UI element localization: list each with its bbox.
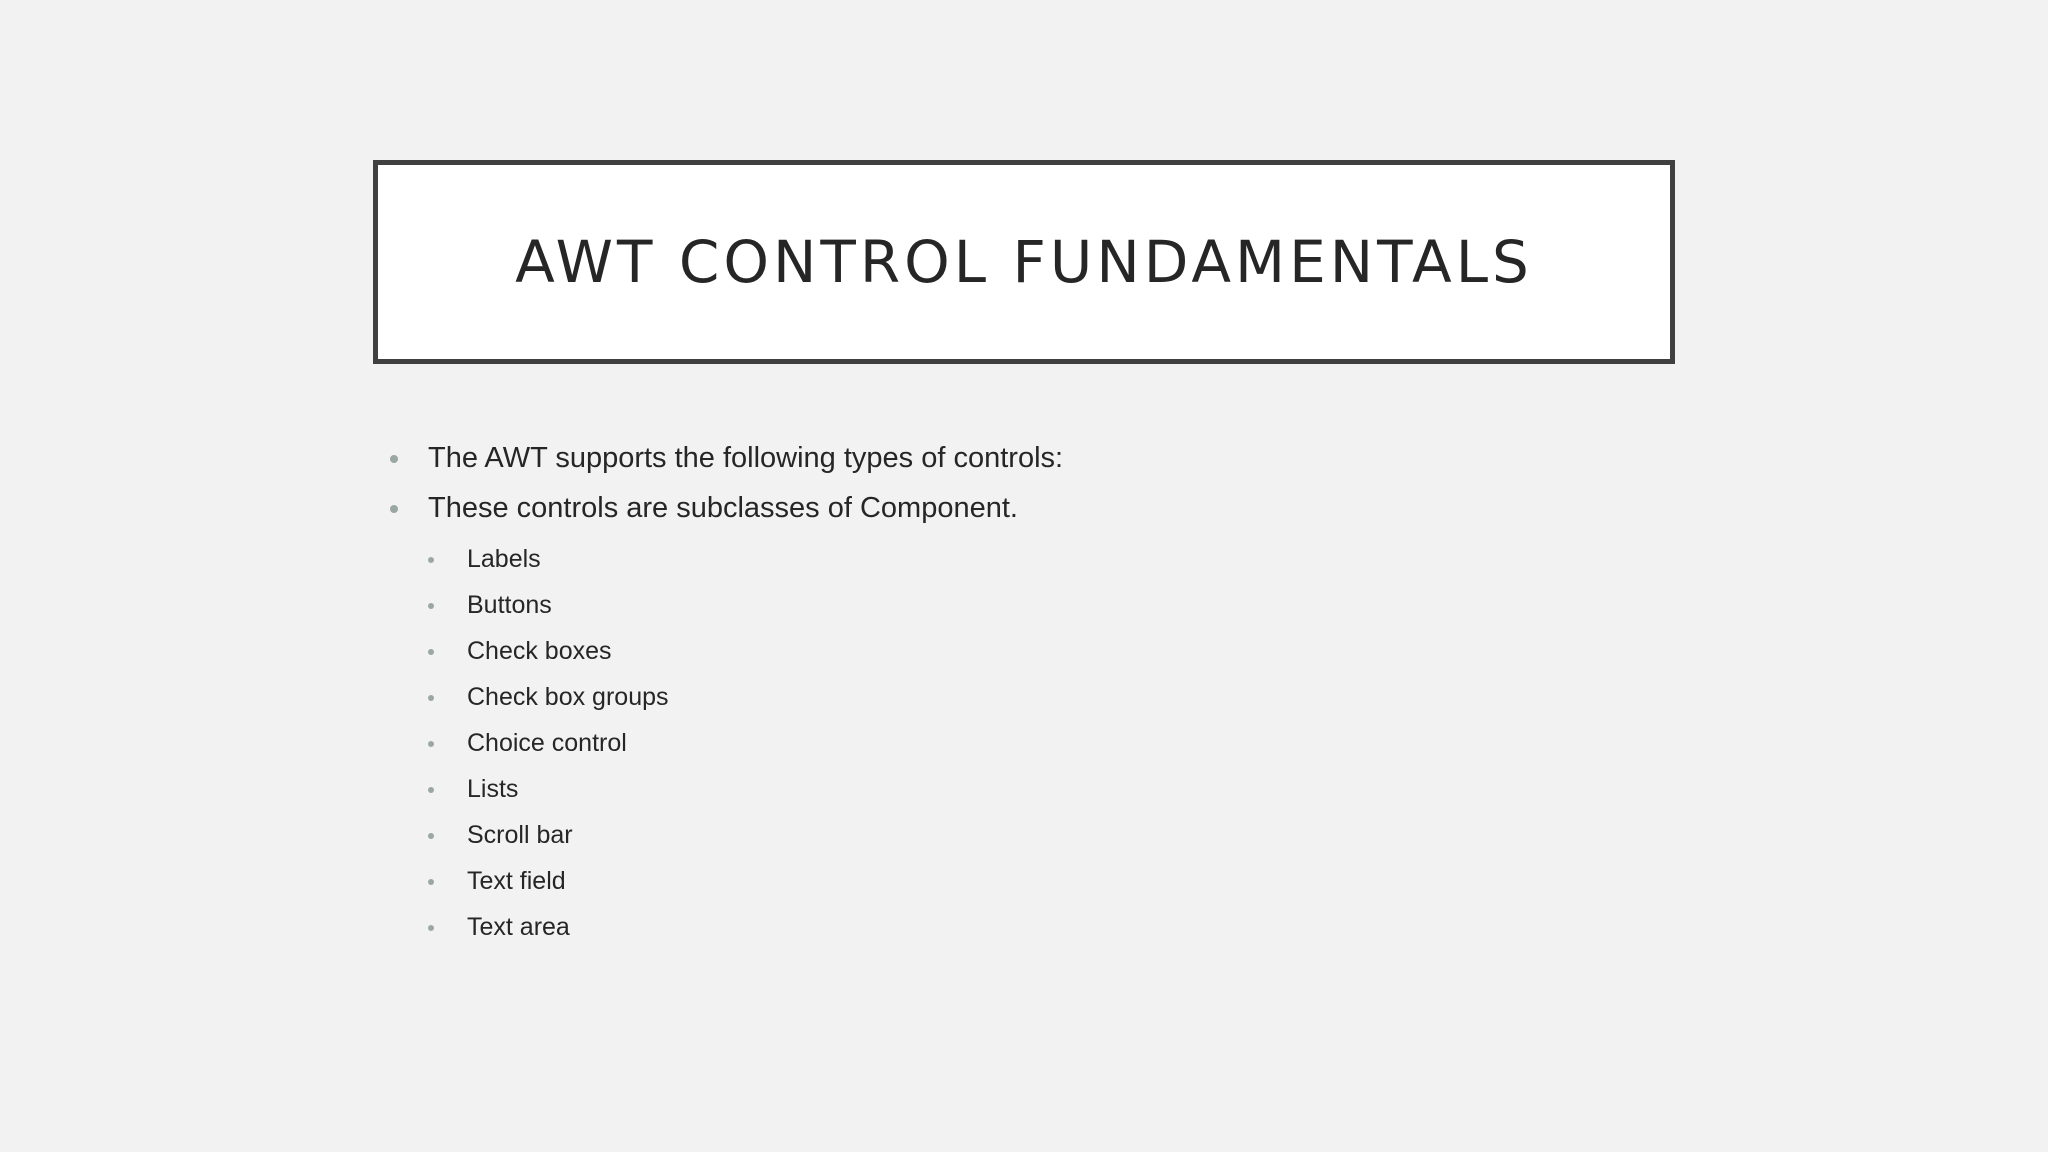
bullet-dot-icon [428,741,434,747]
bullet-dot-icon [428,649,434,655]
sub-bullet-text: Text field [467,867,566,895]
sub-bullet-text: Check boxes [467,637,612,665]
bullet-dot-icon [428,925,434,931]
bullet-dot-icon [428,695,434,701]
bullet-dot-icon [390,505,398,513]
sub-bullet-item [428,731,627,756]
bullet-dot-icon [428,833,434,839]
bullet-item [390,494,1018,523]
sub-bullet-item [428,685,669,710]
sub-bullet-item [428,915,570,940]
bullet-item [390,444,1063,473]
sub-bullet-item [428,547,541,572]
bullet-dot-icon [428,603,434,609]
sub-bullet-item [428,777,518,802]
bullet-dot-icon [428,787,434,793]
bullet-dot-icon [390,455,398,463]
bullet-text: These controls are subclasses of Component. [428,492,1018,524]
sub-bullet-text: Buttons [467,591,552,619]
sub-bullet-text: Labels [467,545,541,573]
sub-bullet-item [428,593,552,618]
sub-bullet-text: Choice control [467,729,627,757]
sub-bullet-text: Check box groups [467,683,669,711]
sub-bullet-text: Text area [467,913,570,941]
bullet-dot-icon [428,557,434,563]
sub-bullet-item [428,823,573,848]
slide-title: AWT CONTROL FUNDAMENTALS [515,228,1533,296]
bullet-text: The AWT supports the following types of controls: [428,442,1064,474]
sub-bullet-text: Lists [467,775,519,803]
sub-bullet-item [428,639,612,664]
sub-bullet-item [428,869,566,894]
sub-bullet-text: Scroll bar [467,821,573,849]
bullet-dot-icon [428,879,434,885]
